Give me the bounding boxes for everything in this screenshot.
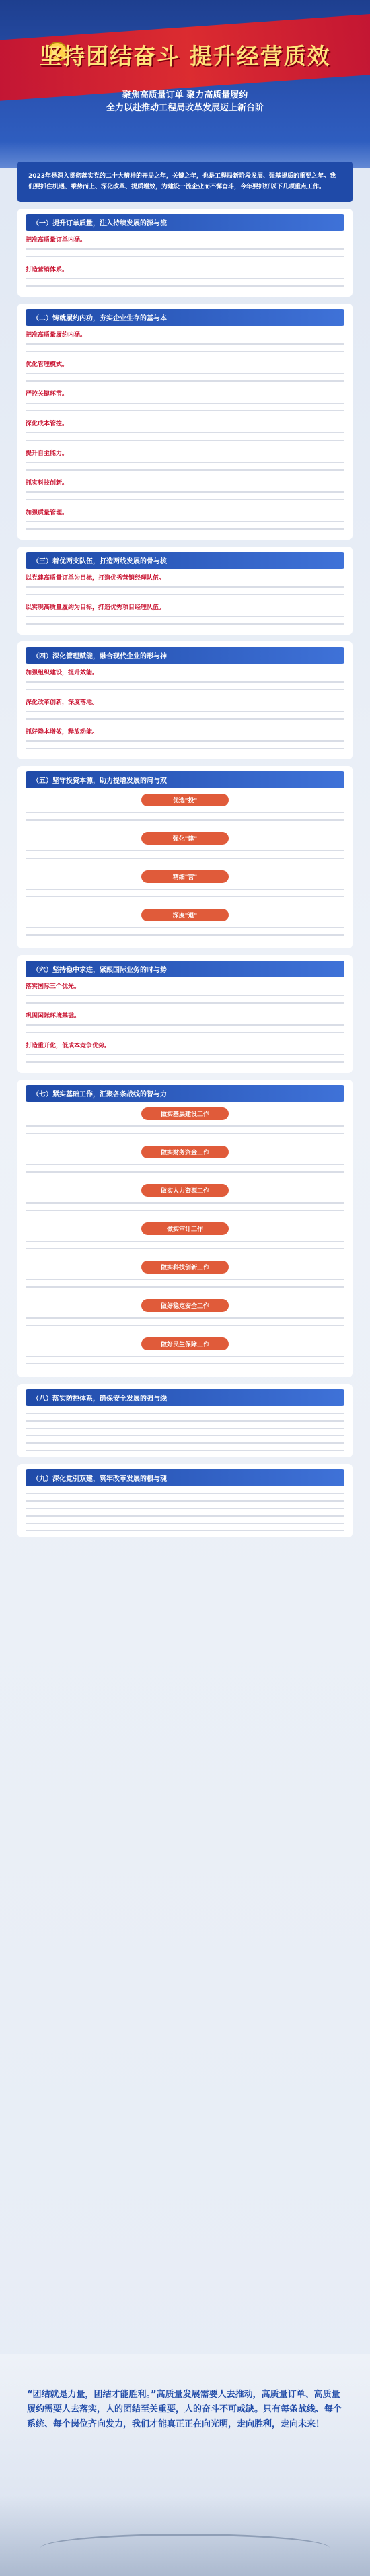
- section-heading: （五）坚守投资本源，助力提增发展的肩与双: [26, 771, 344, 788]
- body-text-lines: [26, 1353, 344, 1370]
- intro-paragraph: 2023年是深入贯彻落实党的二十大精神的开局之年，关键之年，也是工程局新阶段发展、强基提质的重要之年。我们要抓住机遇、乘势而上、深化改革、提质增效，为建设一流企业而不懈奋斗，今年要抓好以下几项重点工作。: [17, 162, 353, 202]
- subsection-pill: 做好民生保障工作: [141, 1337, 229, 1350]
- section-3: [17, 547, 353, 635]
- section-heading: （一）提升订单质量，注入持续发展的源与流: [26, 214, 344, 231]
- subsection-heading: 加强组织建设，提升效能。: [26, 670, 99, 676]
- body-text-lines: [26, 429, 344, 444]
- page-title: 坚持团结奋斗 提升经营质效: [39, 43, 331, 69]
- body-text-lines: [26, 1123, 344, 1140]
- section-9: [17, 1464, 353, 1537]
- subsection-heading: 优化管理模式。: [26, 361, 69, 368]
- body-text-lines: [26, 246, 344, 260]
- body-text-lines: [26, 738, 344, 753]
- body-text-lines: [26, 678, 344, 693]
- body-text-lines: [26, 1276, 344, 1294]
- body-text-lines: [26, 1199, 344, 1217]
- body-text-lines: [26, 924, 344, 942]
- section-2: [17, 304, 353, 540]
- subsection-heading: 把准高质量履约内涵。: [26, 332, 87, 339]
- subsection-heading: 抓实科技创新。: [26, 480, 69, 487]
- section-heading: （四）深化管理赋能，融合现代企业的形与神: [26, 647, 344, 664]
- subsection-pill: 做实人力资源工作: [141, 1184, 229, 1197]
- body-text-lines: [26, 400, 344, 415]
- body-text-lines: [26, 584, 344, 598]
- body-text-lines: [26, 886, 344, 903]
- subsection-heading: 打造营销体系。: [26, 267, 69, 273]
- section-6: [17, 955, 353, 1073]
- body-text-lines: [26, 459, 344, 474]
- body-text-lines: [26, 1238, 344, 1255]
- body-text-lines: [26, 613, 344, 628]
- subsection-pill: 精细"营": [141, 870, 229, 883]
- subsection-heading: 以实现高质量履约为目标，打造优秀项目经理队伍。: [26, 604, 165, 611]
- subsection-heading: 以党建高质量订单为目标，打造优秀营销经理队伍。: [26, 575, 165, 582]
- subsection-heading: 巩固国际环境基础。: [26, 1013, 81, 1020]
- subsection-heading: 把准高质量订单内涵。: [26, 237, 87, 244]
- subtitle-1: 聚焦高质量订单 聚力高质量履约: [122, 90, 248, 100]
- subsection-heading: 打造重开化，低成本竞争优势。: [26, 1043, 111, 1049]
- body-text-lines: [26, 489, 344, 503]
- section-heading: （六）坚持稳中求进，紧跟国际业务的时与势: [26, 961, 344, 977]
- subsection-pill: 做实审计工作: [141, 1222, 229, 1235]
- closing-quote: “团结就是力量，团结才能胜利。”高质量发展需要人去推动，高质量订单、高质量履约需要人去落实，人的团结至关重要，人的奋斗不可或缺。只有每条战线、每个系统、每个岗位齐向发力，我们才能真正正在向光明，走向胜利，走向未来！: [27, 2390, 342, 2429]
- body-text-lines: [26, 341, 344, 355]
- footer: [0, 2354, 370, 2576]
- subsection-pill: 做实科技创新工作: [141, 1261, 229, 1274]
- body-text-lines: [26, 370, 344, 385]
- body-text-lines: [26, 708, 344, 723]
- header-banner: [0, 0, 370, 168]
- body-text-lines: [26, 1315, 344, 1332]
- section-heading: （七）紧实基础工作，汇聚各条战线的智与力: [26, 1085, 344, 1102]
- subsection-heading: 加强质量管理。: [26, 510, 69, 516]
- section-heading: （三）着优两支队伍，打造两线发展的骨与核: [26, 552, 344, 569]
- subsection-pill: 做实财务资金工作: [141, 1146, 229, 1158]
- section-heading: （九）深化党引双建，筑牢改革发展的根与魂: [26, 1469, 344, 1486]
- body-text-lines: [26, 1161, 344, 1179]
- body-text-lines: [26, 1022, 344, 1037]
- section-1: [17, 209, 353, 297]
- body-text-lines: [26, 809, 344, 827]
- body-text-lines: [26, 275, 344, 290]
- body-text-lines: [26, 1051, 344, 1066]
- section-8: [17, 1384, 353, 1457]
- body-text-lines: [26, 1490, 344, 1531]
- subsection-pill: 优选"投": [141, 794, 229, 806]
- subsection-heading: 落实国际三个优先。: [26, 983, 81, 990]
- subsection-heading: 深化改革创新，深度落地。: [26, 699, 99, 706]
- body-text-lines: [26, 518, 344, 533]
- section-7: [17, 1080, 353, 1377]
- subsection-pill: 强化"建": [141, 832, 229, 845]
- subsection-heading: 抓好降本增效，释放动能。: [26, 729, 99, 736]
- section-5: [17, 766, 353, 948]
- body-text-lines: [26, 992, 344, 1007]
- section-heading: （二）铸就履约内功，夯实企业生存的基与本: [26, 309, 344, 326]
- subtitle-2: 全力以赴推动工程局改革发展迈上新台阶: [106, 103, 264, 113]
- section-heading: （八）落实防控体系，确保安全发展的强与线: [26, 1389, 344, 1406]
- subsection-heading: 深化成本管控。: [26, 421, 69, 427]
- great-wall-image: [0, 2495, 370, 2576]
- subsection-heading: 严控关键环节。: [26, 391, 69, 398]
- subsection-pill: 深度"退": [141, 909, 229, 921]
- subsection-pill: 做实基层建设工作: [141, 1107, 229, 1120]
- section-4: [17, 641, 353, 759]
- body-text-lines: [26, 847, 344, 865]
- body-text-lines: [26, 1410, 344, 1451]
- subsection-pill: 做好稳定安全工作: [141, 1299, 229, 1312]
- subsection-heading: 提升自主能力。: [26, 450, 69, 457]
